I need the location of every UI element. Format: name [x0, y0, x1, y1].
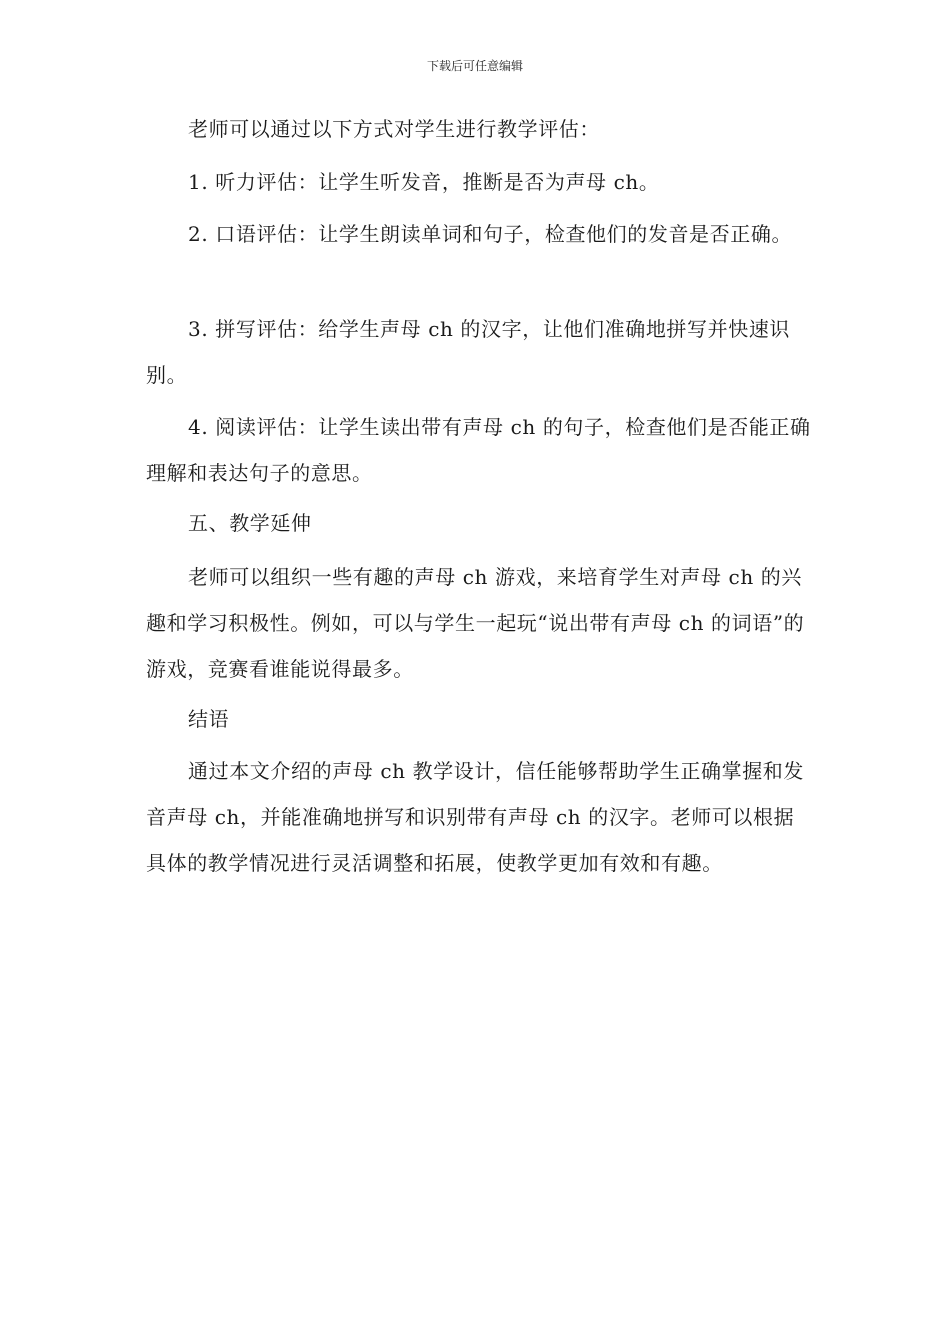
conclusion-paragraph: 通过本文介绍的声母 ch 教学设计，信任能够帮助学生正确掌握和发音声母 ch，并能准确地拼写和识别带有声母 ch 的汉字。老师可以根据具体的教学情况进行灵活调整和拓展，使教学更加有效和有趣。	[146, 759, 804, 875]
list-item-speaking: 2. 口语评估：让学生朗读单词和句子，检查他们的发音是否正确。	[188, 222, 793, 246]
section-heading-extension: 五、教学延伸	[188, 511, 312, 535]
list-item-spelling: 3. 拼写评估：给学生声母 ch 的汉字，让他们准确地拼写并快速识别。	[146, 317, 791, 387]
extension-paragraph: 老师可以组织一些有趣的声母 ch 游戏，来培育学生对声母 ch 的兴趣和学习积极性。例如，可以与学生一起玩“说出带有声母 ch 的词语”的游戏，竞赛看谁能说得最多。	[146, 565, 805, 681]
list-item-listening: 1. 听力评估：让学生听发音，推断是否为声母 ch。	[188, 170, 660, 194]
section-heading-conclusion: 结语	[188, 707, 230, 731]
intro-paragraph: 老师可以通过以下方式对学生进行教学评估：	[188, 117, 600, 141]
list-item-reading: 4. 阅读评估：让学生读出带有声母 ch 的句子，检查他们是否能正确理解和表达句子的意思。	[146, 415, 811, 485]
page-header: 下载后可任意编辑	[426, 59, 523, 73]
